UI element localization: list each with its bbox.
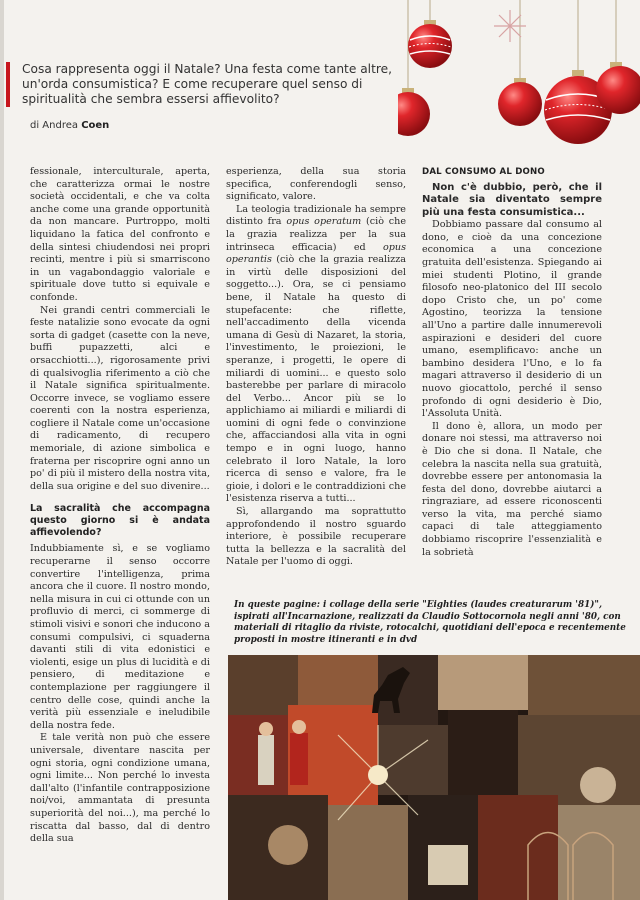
article-column-3 [422, 166, 602, 559]
ornament-ball [498, 78, 542, 126]
article-column-1 [30, 166, 210, 846]
paragraph: Dobbiamo passare dal consumo al dono, e cioè da una concezione economica a una concezione gratuita dell'esistenza. Spiegando ai miei studenti Plotino, il grande filosofo neo-platonico del III secolo dopo Cristo che, un po' come Agostino, teorizza la tensione all'Uno a partire dalle innumerevoli aspirazioni e desideri del cuore umano, esemplificavo: anche un bambino desidera l'Uno, e lo fa magari attraverso il desiderio di un nuovo giocattolo, perché il senso profondo di ogni desiderio è Dio, l'Assoluta Unità. [422, 219, 602, 420]
paragraph: E tale verità non può che essere universale, diventare nascita per ogni storia, ogni condizione umana, ogni limite... Non perché lo investa dall'alto (l'infantile contrapposizione noi/voi, ammantata di presunta superiorità del noi...), ma perché lo riscatta dal basso, dal di dentro della sua [30, 732, 210, 845]
paragraph: fessionale, interculturale, aperta, che caratterizza ormai le nostre società occidentali, e che va colta anche come una grande opportunità da non mancare. Purtroppo, molti liquidano la fatica del confronto e della sintesi chiudendosi nei propri recinti, mentre i più si smarriscono in un vagabondaggio valoriale e spirituale dove tutto si equivale e confonde. [30, 166, 210, 303]
paragraph [226, 204, 406, 506]
image-caption: In queste pagine: i collage della serie "Eighties (laudes creaturarum '81)", ispirati all'Incarnazione, realizzati da Claudio Sottocornola negli anni '80, con materiali di ritaglio da riviste, rotocalchi, quotidiani dell'epoca e recentemente proposti in mostre itineranti e in dvd [234, 600, 626, 645]
ornament-ball [596, 62, 640, 114]
text-run: (ciò che la grazia realizza per la sua intrinseca efficacia) ed [226, 216, 406, 253]
page-edge [0, 0, 4, 900]
paragraph: Nei grandi centri commerciali le feste natalizie sono evocate da ogni sorta di gadget (casette con la neve, buffi pupazzetti, alci e orsacchiotti...), rigorosamente privi di qualsivoglia riferimento a ciò che il Natale significa spiritualmente. Occorre invece, se vogliamo essere coerenti con la nostra esperienza, cogliere il Natale come un'occasione di radicamento, di recupero memoriale, di azione simbolica e fraterna per riscoprire ogni anno un po' di più il mistero della nostra vita, della sua origine e del suo divenire... [30, 304, 210, 492]
latin-term: opus operantis [226, 241, 406, 266]
byline [30, 120, 109, 131]
article-column-2 [226, 166, 406, 569]
author-name: Coen [81, 120, 110, 131]
latin-term: opus operatum [286, 216, 362, 228]
paragraph: Indubbiamente sì, e se vogliamo recuperarne il senso occorre convertire l'intelligenza, prima ancora che il cuore. Il nostro mondo, nella misura in cui ci ottunde con un profluvio di merci, ci sommerge di stimoli visivi e sonori che inducono a consumi compulsivi, ci squaderna davanti stili di vita edonistici e violenti, esige un plus di lucidità e di pensiero, di meditazione e contemplazione per raggiungere il centro delle cose, quindi anche la verità più essenziale e ineludibile della nostra fede. [30, 543, 210, 731]
lead-question: Non c'è dubbio, però, che il Natale sia diventato sempre più una festa consumistica... [422, 182, 602, 218]
paragraph: esperienza, della sua storia specifica, conferendogli senso, significato, valore. [226, 166, 406, 203]
article-intro: Cosa rappresenta oggi il Natale? Una festa come tante altre, un'orda consumistica? E come recuperare quel senso di spiritualità che sembra essersi affievolito? [6, 62, 414, 107]
collage-artwork [228, 655, 640, 900]
section-heading: DAL CONSUMO AL DONO [422, 167, 545, 177]
section-heading: La sacralità che accompagna questo giorno si è andata affievolendo? [30, 503, 210, 539]
paragraph: Il dono è, allora, un modo per donare noi stessi, ma attraverso noi è Dio che si dona. Il Natale, che celebra la nascita nella sua gratuità, dovrebbe essere per antonomasia la festa del dono, dovrebbe aiutarci a ringraziare, ad essere riconoscenti verso la vita, ma perché siamo capaci di tale atteggiamento dobbiamo riscoprire l'essenzialità e la sobrietà [422, 420, 602, 558]
snowflake-icon [494, 10, 526, 42]
christmas-ornaments-illustration [398, 0, 640, 165]
ornament-ball [408, 20, 452, 68]
paragraph: Sì, allargando ma soprattutto approfondendo il nostro sguardo interiore, è possibile recuperare tutta la bellezza e la sacralità del Natale per l'uomo di oggi. [226, 506, 406, 568]
text-run: (ciò che la grazia realizza in virtù delle disposizioni del soggetto...). Ora, se ci pensiamo bene, il Natale ha questo di stupefacente: che riflette, nell'accadimento della vicenda umana di Gesù di Nazaret, la storia, l'investimento, le proiezioni, le speranze, i progetti, le opere di miliardi di uomini... e questo solo basterebbe per parlare di miracolo del Verbo... Ancor più se lo applichiamo ai miliardi e miliardi di uomini di ogni fede o convinzione che, affacciandosi alla vita in ogni tempo e in ogni luogo, hanno celebrato il loro Natale, la loro ricerca di senso e valore, fra le gioie, i dolori e le contraddizioni che l'esistenza riserva a tutti... [226, 254, 406, 505]
byline-prefix: di Andrea [30, 120, 82, 131]
text-run: La teologia tradizionale ha sempre distinto fra [226, 203, 406, 228]
